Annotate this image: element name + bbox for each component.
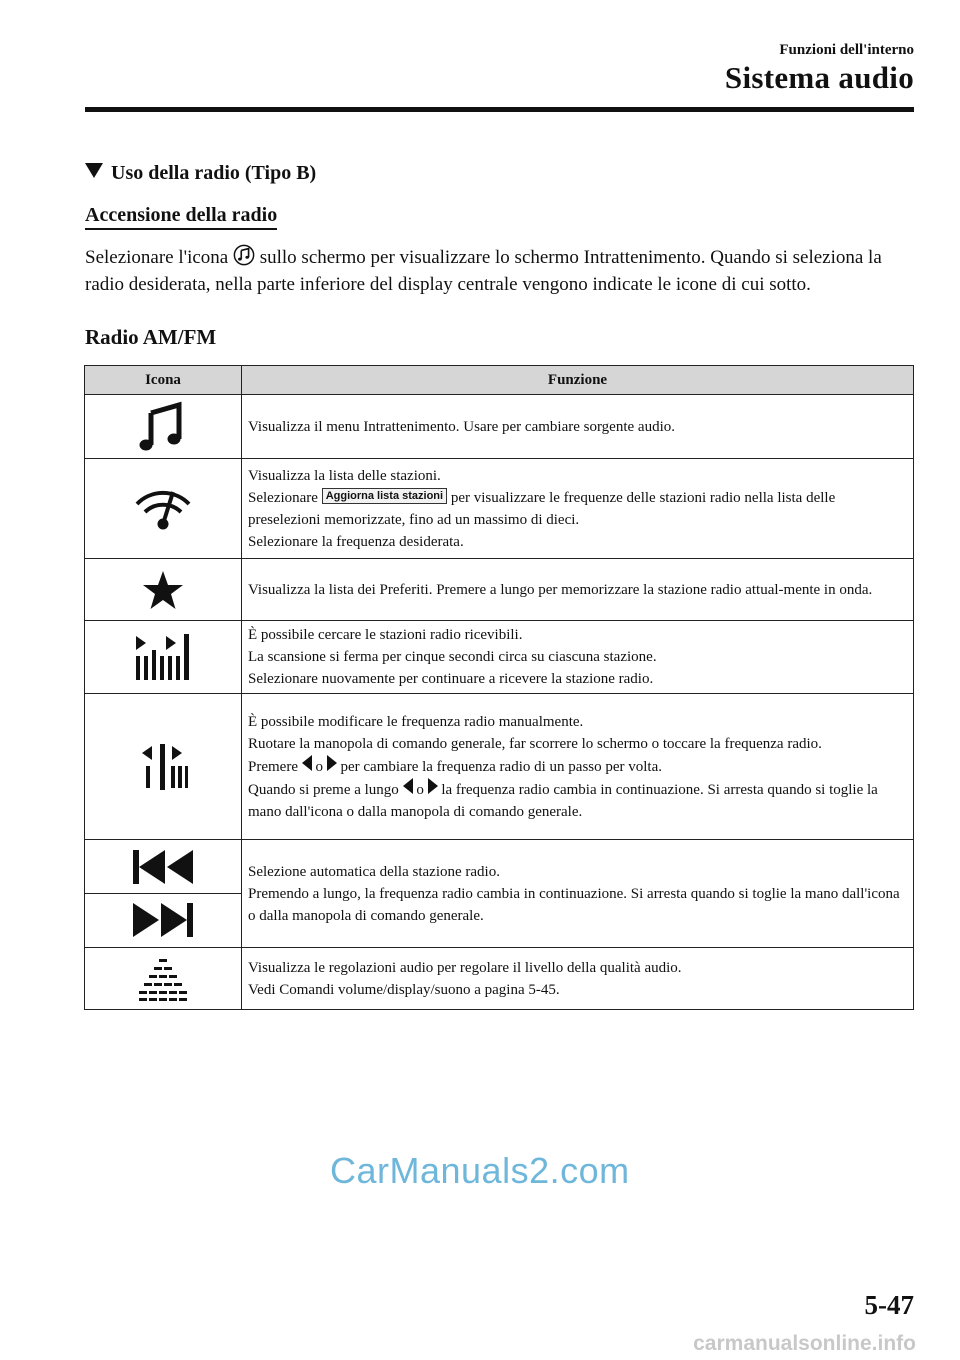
row-text: Visualizza il menu Intrattenimento. Usare per cambiare sorgente audio. <box>242 395 914 459</box>
column-header-icon: Icona <box>85 366 242 395</box>
table-row <box>85 694 914 840</box>
manual-tune-icon <box>138 742 188 792</box>
row-text: È possibile modificare le frequenza radio manualmente. <box>248 713 584 730</box>
table-row <box>85 621 914 694</box>
row-text: Ruotare la manopola di comando generale, far scorrere lo schermo o toccare la frequenza radio. <box>248 735 822 752</box>
table-row <box>85 395 914 459</box>
table-row <box>85 559 914 621</box>
header-divider <box>85 107 914 112</box>
skip-next-icon <box>131 901 195 939</box>
row-text: Selezionare la frequenza desiderata. <box>248 533 464 550</box>
row-text: per visualizzare le frequenze delle stazioni radio nella lista delle preselezioni memorizzate, fino ad un massimo di dieci. <box>248 489 836 528</box>
table-row <box>85 840 914 948</box>
row-text: la frequenza radio cambia in continuazione. Si arresta quando si toglie la mano dall'icona o dalla manopola di comando generale. <box>248 781 878 820</box>
row-text: per cambiare la frequenza radio di un passo per volta. <box>340 758 663 775</box>
footer-site-watermark: carmanualsonline.info <box>693 1332 916 1355</box>
table-row <box>85 948 914 1010</box>
row-text: Selezionare nuovamente per continuare a ricevere la stazione radio. <box>248 671 654 687</box>
station-list-icon <box>133 486 193 532</box>
watermark: CarManuals2.com <box>330 1150 630 1191</box>
page-title: Sistema audio <box>724 60 914 95</box>
star-icon <box>142 569 184 611</box>
arrow-left-icon[interactable] <box>403 778 413 794</box>
page-number: 5-47 <box>864 1290 914 1320</box>
function-table <box>84 365 914 1010</box>
chapter-title: Funzioni dell'interno <box>779 42 914 58</box>
row-text: Premendo a lungo, la frequenza radio cambia in continuazione. Si arresta quando si toglie la mano dall'icona o dalla manopola di comando generale. <box>248 885 900 924</box>
section-heading-text: Uso della radio (Tipo B) <box>111 162 317 184</box>
row-text: o <box>416 781 424 798</box>
arrow-right-icon[interactable] <box>327 755 337 771</box>
music-note-icon <box>233 244 255 266</box>
row-text: Selezionare <box>248 489 318 506</box>
row-text: Selezione automatica della stazione radio. <box>248 863 500 880</box>
scan-icon <box>132 632 194 682</box>
update-station-list-button[interactable]: Aggiorna lista stazioni <box>322 488 447 504</box>
row-text: Vedi Comandi volume/display/suono a pagina 5-45. <box>248 981 560 998</box>
table-row <box>85 459 914 559</box>
row-text: La scansione si ferma per cinque secondi circa su ciascuna stazione. <box>248 649 657 665</box>
row-text: Visualizza le regolazioni audio per regolare il livello della qualità audio. <box>248 959 682 976</box>
row-text: Premere <box>248 758 298 775</box>
row-text: Visualizza la lista delle stazioni. <box>248 467 441 484</box>
section-heading <box>85 162 316 185</box>
row-text: È possibile cercare le stazioni radio ricevibili. <box>248 627 523 643</box>
intro-text-before: Selezionare l'icona <box>85 247 229 268</box>
music-note-icon <box>139 401 187 453</box>
skip-previous-icon <box>131 848 195 886</box>
arrow-right-icon[interactable] <box>428 778 438 794</box>
row-text: Visualizza la lista dei Preferiti. Premere a lungo per memorizzare la stazione radio attual-mente in onda. <box>242 559 914 621</box>
triangle-bullet-icon <box>85 163 103 178</box>
table-header-row <box>85 366 914 395</box>
equalizer-icon <box>134 955 192 1003</box>
intro-text-after: sullo schermo per visualizzare lo schermo Intrattenimento. Quando si seleziona la radio desiderata, nella parte inferiore del display centrale vengono indicate le icone di cui sotto. <box>85 247 882 295</box>
column-header-function: Funzione <box>242 366 914 395</box>
subheading: Accensione della radio <box>85 204 277 230</box>
row-text: Quando si preme a lungo <box>248 781 399 798</box>
arrow-left-icon[interactable] <box>302 755 312 771</box>
row-text: o <box>315 758 323 775</box>
radio-heading: Radio AM/FM <box>85 325 217 349</box>
intro-paragraph <box>85 244 915 298</box>
